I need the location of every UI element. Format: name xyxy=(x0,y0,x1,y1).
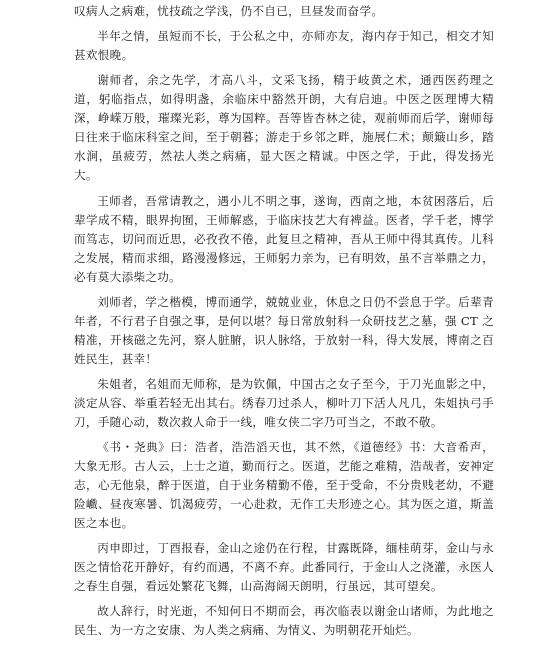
paragraph-9: 故人辞行，时光逝，不知何日不期而会，再次临表以谢金山诸师，为此地之民生、为一方之安康、为人类之病痛、为情义、为明朝花开灿烂。 xyxy=(74,604,494,638)
paragraph-4: 王师者，吾常请教之，遇小儿不明之事，遂询，西南之地，本贫困落后，后辈学成不精，眼界拘囿，王师解惑，于临床技艺大有裨益。医者，学千老，博学而笃志，切问而近思，必孜孜不倦，此复旦之精神，吾从王师中得其真传。儿科之发展，精而求细，路漫漫修远，王师躬力亲为，已有明效，虽不言举鼎之力，必有莫大添柴之功。 xyxy=(74,194,494,285)
paragraph-3: 谢师者，余之先学，才高八斗，文采飞扬，精于岐黄之术，通西医药理之道，躬临指点，如得明盏，余临床中豁然开朗，大有启迪。中医之医理博大精深，峥嵘万般，璀璨光彩，尊为国粹。吾等皆杏林之徒，观前师而后学，谢师每日往来于临床科室之间，至于朝暮；游走于乡邻之畔，施展仁术；颠簸山乡，踏水涧，虽疲劳，然祛人类之病痛，显大医之精诚。中医之学，于此，得发扬光大。 xyxy=(74,73,494,183)
paragraph-6: 朱姐者，名姐而无师称，是为钦佩，中国古之女子至今，于刀光血影之中，淡定从容、举重若轻无出其右。绣春刀过杀人，柳叶刀下活人凡几，朱姐执弓手刀，手随心动，数次救人命于一线，唯女侠二字乃可当之，不敢不敬。 xyxy=(74,377,494,430)
paragraph-5: 刘师者，学之楷模，博而通学，兢兢业业，休息之日仍不尝息于学。后辈青年者，不行君子自强之事，是何以堪？每日常放射科一众研技艺之墓，强 CT 之精准，开核磁之先河，察人脏腑，识人脉络，于放射一科，得大发展，博南之百姓民生，甚幸！ xyxy=(74,295,494,367)
paragraph-7: 《书・尧典》曰：浩者，浩浩滔天也，其不然，《道德经》书：大音希声，大象无形。古人云，上士之道，勤而行之。医道，艺能之难精，浩哉者，安神定志，心无他泉，醉于医道，自于业务精勤不倦，至于受命，不分贵贱老幼，不避险巇、昼夜寒暑、饥渴疲劳，一心赴救，无作工夫形迹之心。其为医之道，斯盖医之本也。 xyxy=(74,440,494,531)
paragraph-1: 叹病人之病难，忧技疏之学浅，仍不自已，旦昼发而奋学。 xyxy=(74,4,384,18)
paragraph-8: 丙申即过，丁酉报春，金山之途仍在行程，甘露既降，缅桂萌芽，金山与永医之情恰花开静好，有约而遇，不离不弃。此番同行，于金山人之浇灌，永医人之春生自强，看远处繁花飞舞，山高海阔天朗明，行虽远，其可望矣。 xyxy=(74,541,494,594)
paragraph-2: 半年之情，虽短而不长，于公私之中，亦师亦友，海内存于知己，相交才知甚欢恨晚。 xyxy=(74,29,494,63)
